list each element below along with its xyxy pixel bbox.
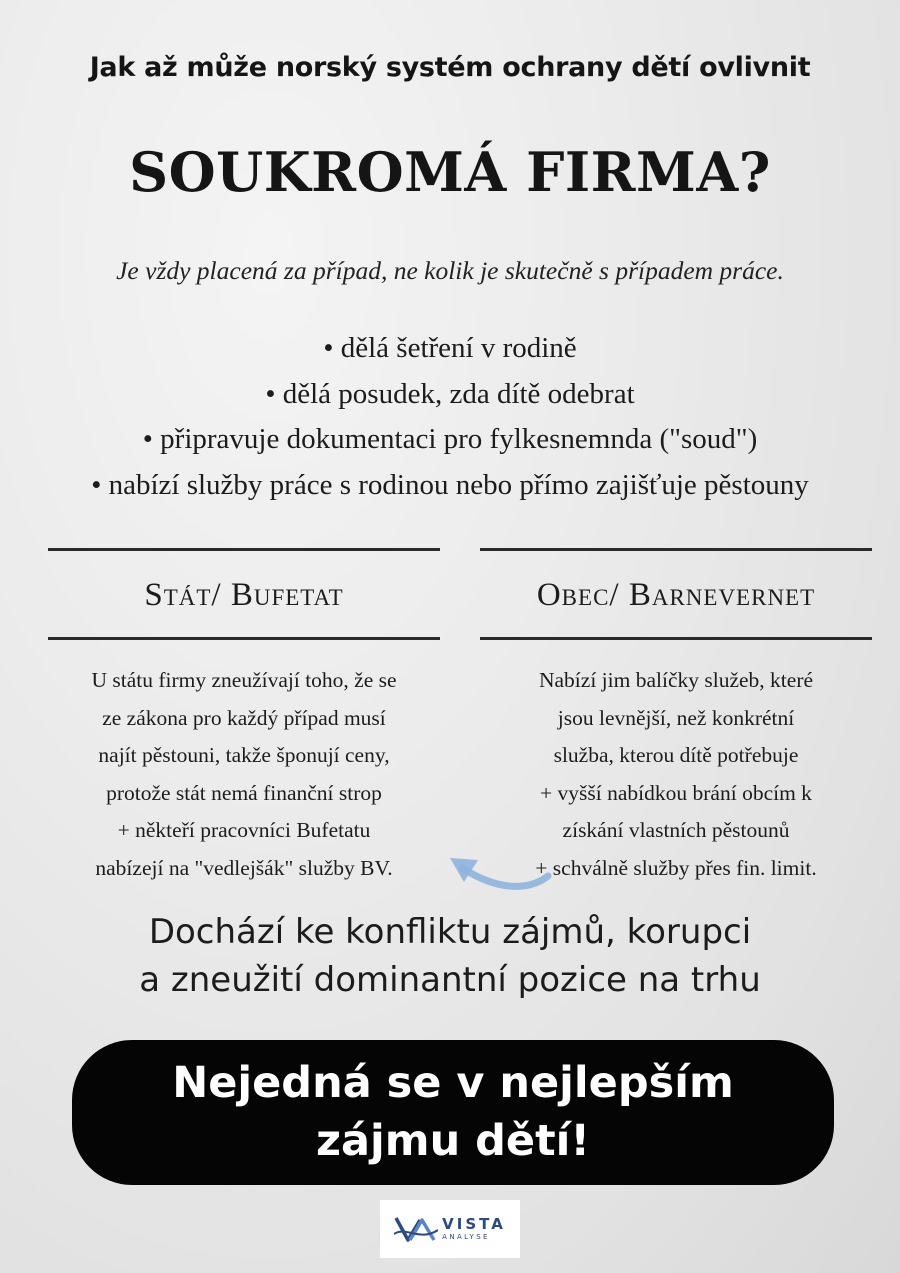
text-line: + někteří pracovníci Bufetatu [117, 818, 371, 842]
bullet-item: • dělá posudek, zda dítě odebrat [265, 377, 635, 410]
text-line: U státu firmy zneužívají toho, že se [91, 668, 397, 692]
divider [48, 637, 440, 640]
text-line: Nabízí jim balíčky služeb, které [538, 668, 814, 692]
text-line: služba, kterou dítě potřebuje [553, 743, 799, 767]
bullet-item: • připravuje dokumentaci pro fylkesnemnda ("soud") [142, 423, 758, 455]
column-heading-state: Stát/ Bufetat [144, 577, 344, 613]
banner-text [72, 1040, 834, 1170]
curved-arrow-left-icon [440, 842, 555, 907]
text-line: protože stát nemá finanční strop [106, 780, 382, 805]
top-line: Jak až může norský systém ochrany dětí ovlivnit [89, 52, 811, 83]
logo-name: VISTA [442, 1215, 506, 1233]
vista-analyse-logo [380, 1200, 520, 1258]
bullet-list [0, 326, 900, 508]
column-municipality [480, 548, 872, 887]
text-line: získání vlastních pěstounů [562, 818, 790, 842]
text-line: jsou levnější, než konkrétní [557, 705, 795, 730]
logo-subtitle: ANALYSE [442, 1233, 490, 1241]
banner-line: Nejedná se v nejlepším [172, 1058, 734, 1108]
column-heading-municipality: Obec/ Barnevernet [536, 577, 816, 613]
banner-line: zájmu dětí! [315, 1116, 591, 1166]
text-line: nabízejí na "vedlejšák" služby BV. [95, 855, 393, 880]
conclusion-line: a zneužití dominantní pozice na trhu [139, 960, 761, 1000]
vista-analyse-logo-mark [394, 1212, 438, 1246]
column-state [48, 548, 440, 887]
bullet-item: • dělá šetření v rodině [323, 332, 577, 364]
divider [480, 637, 872, 640]
subtitle: Je vždy placená za případ, ne kolik je skutečně s případem práce. [116, 256, 784, 285]
page-title: SOUKROMÁ FIRMA? [129, 140, 771, 204]
banner [72, 1040, 834, 1185]
bullet-item: • nabízí služby práce s rodinou nebo přímo zajišťuje pěstouny [91, 468, 809, 501]
conclusion-line: Dochází ke konfliktu zájmů, korupci [148, 912, 752, 952]
text-line: ze zákona pro každý případ musí [102, 705, 386, 730]
text-line: + vyšší nabídkou brání obcím k [540, 780, 812, 805]
column-text-state [48, 662, 440, 887]
text-line: + schválně služby přes fin. limit. [535, 855, 817, 880]
conclusion [0, 908, 900, 1004]
text-line: najít pěstouni, takže šponují ceny, [98, 743, 390, 767]
